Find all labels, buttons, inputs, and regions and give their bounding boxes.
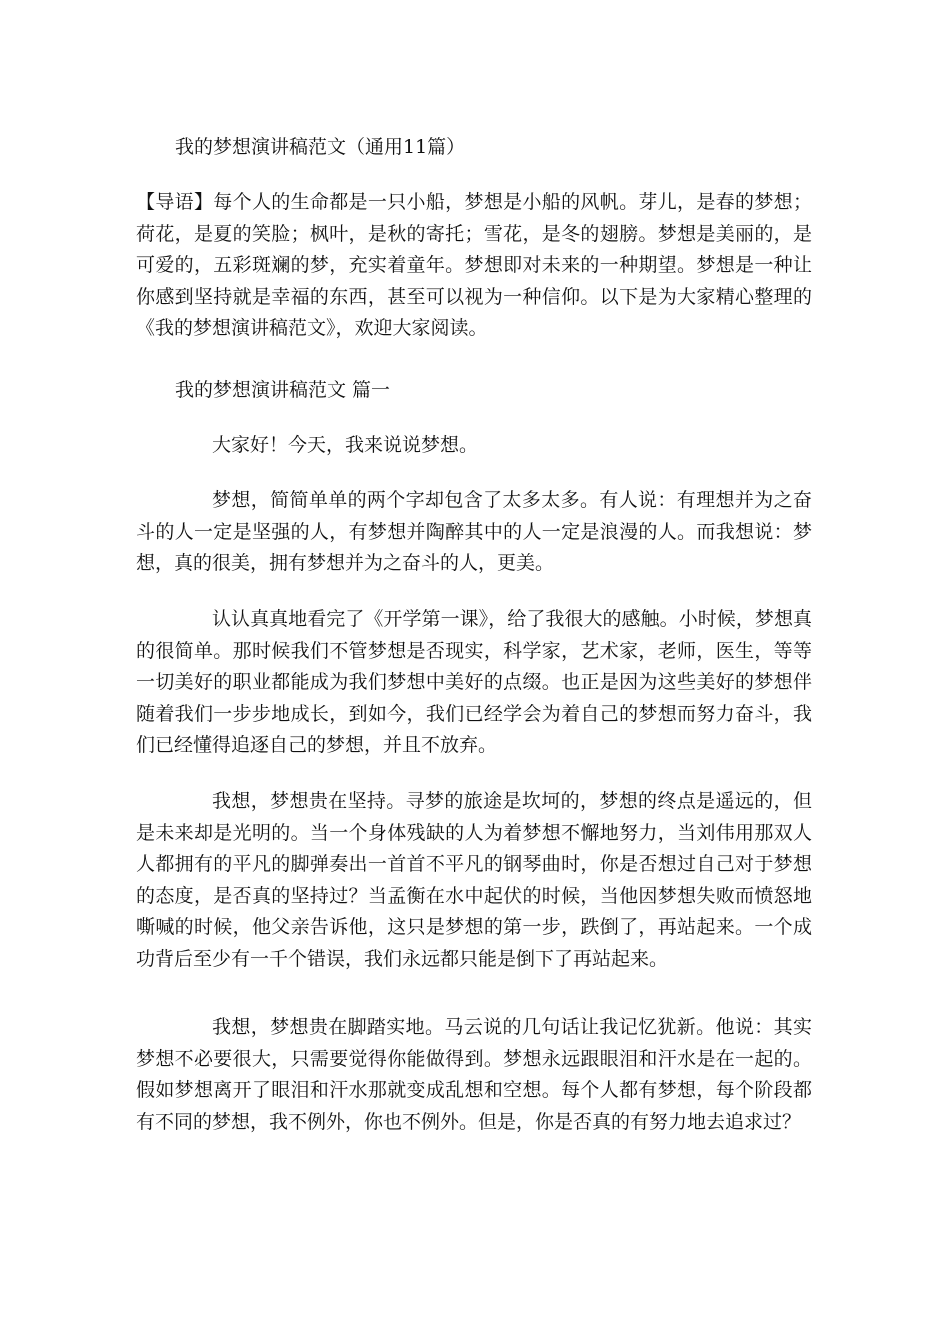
- body-paragraph: 认认真真地看完了《开学第一课》，给了我很大的感触。小时候，梦想真的很简单。那时候我们不管梦想是否现实，科学家，艺术家，老师，医生，等等一切美好的职业都能成为我们梦想中美好的点缀。也正是因为这些美好的梦想伴随着我们一步步地成长，到如今，我们已经学会为着自己的梦想而努力奋斗，我们已经懂得追逐自己的梦想，并且不放弃。: [136, 608, 812, 756]
- body-paragraph: 大家好！今天，我来说说梦想。: [212, 434, 479, 456]
- body-paragraph: 我想，梦想贵在脚踏实地。马云说的几句话让我记忆犹新。他说：其实梦想不必要很大，只需要觉得你能做得到。梦想永远跟眼泪和汗水是在一起的。假如梦想离开了眼泪和汗水那就变成乱想和空想。每个人都有梦想，每个阶段都有不同的梦想，我不例外，你也不例外。但是，你是否真的有努力地去追求过？: [136, 1016, 812, 1133]
- document-title: 我的梦想演讲稿范文（通用11篇）: [175, 136, 466, 158]
- lead-paragraph: 【导语】每个人的生命都是一只小船，梦想是小船的风帆。芽儿，是春的梦想；荷花，是夏的笑脸；枫叶，是秋的寄托；雪花，是冬的翅膀。梦想是美丽的，是可爱的，五彩斑斓的梦，充实着童年。梦想即对未来的一种期望。梦想是一种让你感到坚持就是幸福的东西，甚至可以视为一种信仰。以下是为大家精心整理的《我的梦想演讲稿范文》，欢迎大家阅读。: [136, 191, 812, 339]
- body-paragraph: 梦想，简简单单的两个字却包含了太多太多。有人说：有理想并为之奋斗的人一定是坚强的人，有梦想并陶醉其中的人一定是浪漫的人。而我想说：梦想，真的很美，拥有梦想并为之奋斗的人，更美。: [136, 489, 812, 574]
- body-paragraph: 我想，梦想贵在坚持。寻梦的旅途是坎坷的，梦想的终点是遥远的，但是未来却是光明的。当一个身体残缺的人为着梦想不懈地努力，当刘伟用那双人人都拥有的平凡的脚弹奏出一首首不平凡的钢琴曲时，你是否想过自己对于梦想的态度，是否真的坚持过？当孟衡在水中起伏的时候，当他因梦想失败而愤怒地嘶喊的时候，他父亲告诉他，这只是梦想的第一步，跌倒了，再站起来。一个成功背后至少有一千个错误，我们永远都只能是倒下了再站起来。: [136, 790, 812, 970]
- section-heading: 我的梦想演讲稿范文 篇一: [175, 379, 391, 401]
